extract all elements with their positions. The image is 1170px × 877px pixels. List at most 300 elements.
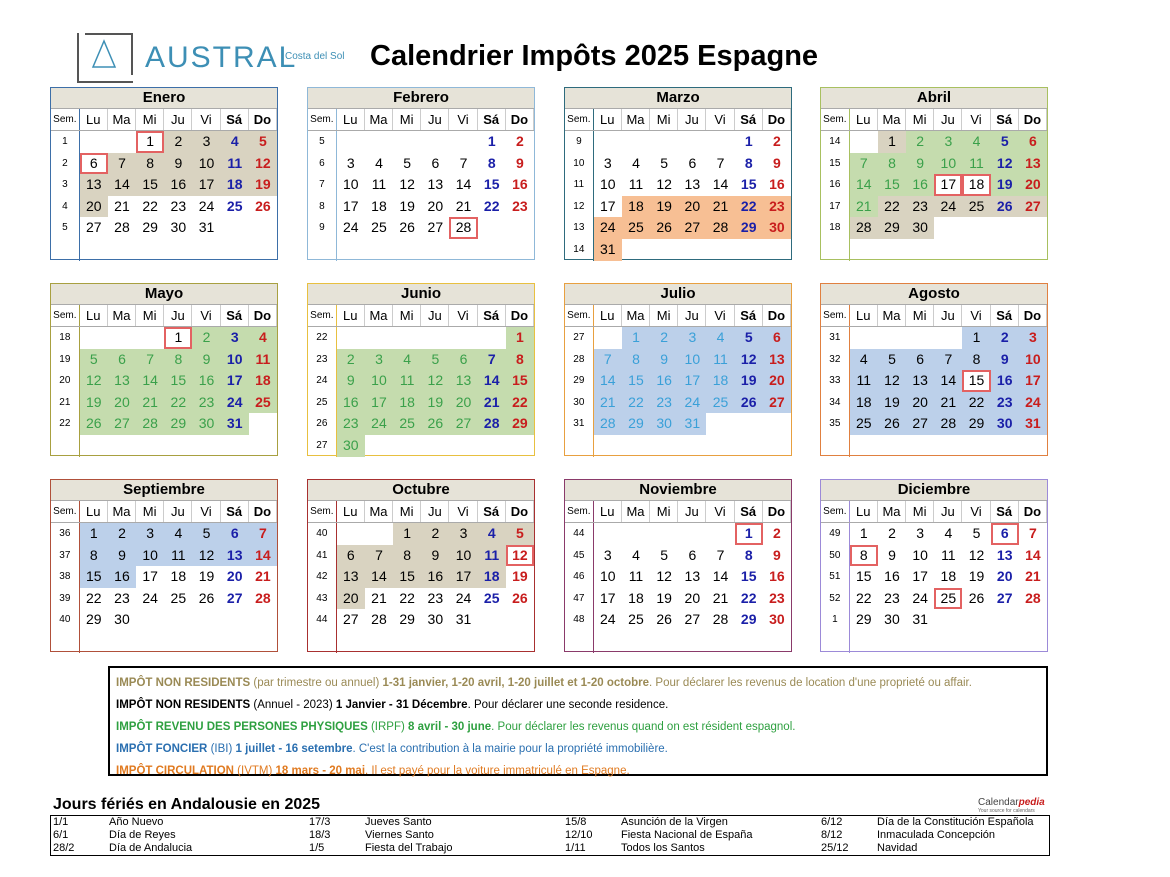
empty-cell bbox=[192, 631, 220, 653]
weekday-label: Sem. bbox=[821, 501, 850, 522]
holidays-title: Jours fériés en Andalousie en 2025 bbox=[53, 796, 321, 813]
weekday-label: Do bbox=[763, 501, 791, 522]
weekday-label: Ma bbox=[108, 501, 136, 522]
week-number: 26 bbox=[308, 413, 337, 435]
week-row bbox=[51, 523, 277, 545]
empty-cell bbox=[506, 631, 534, 653]
empty-cell bbox=[221, 217, 249, 239]
day-cell: 2 bbox=[888, 525, 896, 541]
week-row bbox=[565, 545, 791, 567]
week-row bbox=[308, 153, 534, 175]
holiday-name: Navidad bbox=[877, 842, 918, 854]
empty-cell bbox=[850, 131, 878, 153]
month-name: Septiembre bbox=[51, 480, 277, 501]
week-row bbox=[51, 196, 277, 218]
week-row bbox=[51, 631, 277, 653]
week-number: 20 bbox=[51, 370, 80, 392]
weekday-label: Lu bbox=[337, 109, 365, 130]
day-cell: 31 bbox=[912, 611, 928, 628]
weekday-label: Ma bbox=[622, 109, 650, 130]
day-cell: 15 bbox=[483, 176, 500, 193]
day-cell: 23 bbox=[337, 413, 365, 435]
calendarpedia-tagline: Your source for calendars bbox=[978, 808, 1035, 814]
day-cell: 25 bbox=[170, 589, 187, 606]
week-row bbox=[51, 153, 277, 175]
empty-cell bbox=[735, 239, 763, 261]
day-cell: 30 bbox=[884, 611, 900, 628]
day-cell: 18 bbox=[706, 370, 734, 392]
day-cell: 1 bbox=[487, 133, 496, 149]
empty-cell bbox=[421, 327, 449, 349]
week-row bbox=[821, 413, 1047, 435]
day-cell: 28 bbox=[1025, 589, 1041, 606]
holiday-entry bbox=[819, 816, 1049, 829]
empty-cell bbox=[962, 609, 990, 631]
day-cell: 27 bbox=[342, 611, 359, 628]
week-row bbox=[308, 631, 534, 653]
day-cell: 19 bbox=[735, 370, 763, 392]
empty-cell bbox=[421, 435, 449, 457]
empty-cell bbox=[136, 609, 164, 631]
empty-cell bbox=[421, 239, 449, 261]
day-cell: 12 bbox=[735, 349, 763, 371]
day-cell: 24 bbox=[142, 589, 158, 606]
weekday-label: Ma bbox=[878, 109, 906, 130]
week-number: 19 bbox=[51, 349, 80, 371]
week-number: 45 bbox=[565, 545, 594, 567]
day-cell: 13 bbox=[763, 349, 791, 371]
day-cell: 3 bbox=[916, 525, 925, 541]
day-cell: 19 bbox=[991, 174, 1019, 196]
day-cell: 1 bbox=[80, 523, 108, 545]
week-row bbox=[51, 239, 277, 261]
day-cell: 16 bbox=[769, 568, 785, 585]
day-cell: 19 bbox=[421, 392, 449, 414]
week-row bbox=[51, 217, 277, 239]
day-cell: 3 bbox=[603, 154, 612, 171]
week-number: 4 bbox=[51, 196, 80, 218]
weekday-label: Vi bbox=[706, 501, 734, 522]
legend-bold-text: 1-31 janvier, 1-20 avril, 1-20 juillet et 1-20 octobre bbox=[382, 677, 650, 689]
day-cell: 10 bbox=[365, 370, 393, 392]
day-cell: 26 bbox=[650, 217, 678, 239]
weekday-label: Vi bbox=[192, 305, 220, 326]
empty-cell bbox=[80, 131, 108, 153]
day-cell: 23 bbox=[884, 589, 900, 606]
day-cell: 3 bbox=[221, 327, 249, 349]
day-cell: 4 bbox=[249, 327, 277, 349]
empty-cell bbox=[878, 631, 906, 653]
holiday-entry bbox=[51, 829, 307, 842]
day-cell: 10 bbox=[192, 153, 220, 175]
empty-cell bbox=[991, 217, 1019, 239]
month-name: Marzo bbox=[565, 88, 791, 109]
week-number: 12 bbox=[565, 196, 594, 218]
legend-bold-text: 1 juillet - 16 setembre bbox=[235, 743, 353, 755]
holiday-date: 28/2 bbox=[53, 842, 75, 854]
day-cell: 24 bbox=[599, 611, 616, 628]
day-cell: 13 bbox=[449, 370, 477, 392]
day-cell: 1 bbox=[744, 133, 753, 149]
empty-cell bbox=[249, 609, 277, 631]
day-cell: 4 bbox=[632, 546, 640, 563]
empty-cell bbox=[365, 327, 393, 349]
day-cell: 18 bbox=[478, 566, 506, 588]
empty-cell bbox=[934, 609, 962, 631]
weekday-label: Ju bbox=[678, 305, 706, 326]
empty-cell bbox=[962, 239, 990, 261]
week-number: 32 bbox=[821, 349, 850, 371]
day-cell: 5 bbox=[421, 349, 449, 371]
empty-cell bbox=[192, 609, 220, 631]
day-cell: 18 bbox=[393, 392, 421, 414]
empty-cell bbox=[763, 239, 791, 261]
month-name: Enero bbox=[51, 88, 277, 109]
day-cell: 30 bbox=[170, 219, 187, 236]
day-cell: 4 bbox=[962, 131, 990, 153]
empty-cell bbox=[164, 435, 192, 457]
day-cell: 3 bbox=[603, 546, 612, 563]
holiday-name: Fiesta Nacional de España bbox=[621, 829, 753, 841]
day-cell: 11 bbox=[628, 176, 644, 193]
empty-cell bbox=[763, 413, 791, 435]
day-cell: 8 bbox=[622, 349, 650, 371]
empty-cell bbox=[221, 609, 249, 631]
day-cell: 27 bbox=[906, 413, 934, 435]
day-cell: 18 bbox=[170, 568, 187, 585]
week-row bbox=[308, 523, 534, 545]
day-cell: 5 bbox=[878, 349, 906, 371]
day-cell: 6 bbox=[1019, 131, 1047, 153]
empty-cell bbox=[393, 239, 421, 261]
week-row bbox=[565, 413, 791, 435]
day-cell: 12 bbox=[192, 545, 220, 567]
week-row bbox=[308, 588, 534, 610]
day-cell: 15 bbox=[855, 568, 872, 585]
day-cell: 1 bbox=[506, 327, 534, 349]
week-number bbox=[51, 435, 80, 457]
week-row bbox=[565, 217, 791, 239]
week-row bbox=[565, 566, 791, 588]
empty-cell bbox=[650, 523, 678, 545]
day-cell: 21 bbox=[371, 589, 387, 606]
empty-cell bbox=[594, 435, 622, 457]
day-cell: 16 bbox=[164, 174, 192, 196]
day-cell: 13 bbox=[1019, 153, 1047, 175]
week-number: 17 bbox=[821, 196, 850, 218]
day-cell: 26 bbox=[878, 413, 906, 435]
day-cell: 3 bbox=[1019, 327, 1047, 349]
empty-cell bbox=[594, 631, 622, 653]
week-row bbox=[565, 588, 791, 610]
day-cell: 3 bbox=[678, 327, 706, 349]
empty-cell bbox=[678, 631, 706, 653]
day-cell: 7 bbox=[594, 349, 622, 371]
day-cell: 8 bbox=[850, 545, 878, 567]
empty-cell bbox=[506, 239, 534, 261]
page-title: Calendrier Impôts 2025 Espagne bbox=[370, 40, 819, 72]
week-row bbox=[565, 327, 791, 349]
weekday-header bbox=[51, 305, 277, 327]
weekday-label: Mi bbox=[136, 501, 164, 522]
day-cell: 6 bbox=[221, 523, 249, 545]
month-marzo bbox=[564, 87, 792, 260]
day-cell: 31 bbox=[678, 413, 706, 435]
day-cell: 28 bbox=[136, 413, 164, 435]
week-number bbox=[308, 631, 337, 653]
day-cell: 1 bbox=[735, 523, 763, 545]
day-cell: 5 bbox=[403, 154, 412, 171]
week-number: 33 bbox=[821, 370, 850, 392]
day-cell: 7 bbox=[716, 154, 725, 171]
empty-cell bbox=[735, 631, 763, 653]
month-noviembre bbox=[564, 479, 792, 652]
weekday-label: Mi bbox=[393, 501, 421, 522]
day-cell: 6 bbox=[688, 546, 697, 563]
day-cell: 16 bbox=[192, 370, 220, 392]
day-cell: 31 bbox=[455, 611, 472, 628]
legend-bold-text: IMPÔT NON RESIDENTS bbox=[116, 699, 251, 711]
empty-cell bbox=[192, 435, 220, 457]
weekday-label: Lu bbox=[80, 109, 108, 130]
empty-cell bbox=[393, 327, 421, 349]
empty-cell bbox=[594, 327, 622, 349]
day-cell: 19 bbox=[198, 568, 215, 585]
empty-cell bbox=[449, 631, 477, 653]
week-row bbox=[51, 349, 277, 371]
day-cell: 13 bbox=[906, 370, 934, 392]
calendarpedia-brand-prefix: Calendar bbox=[978, 797, 1019, 808]
day-cell: 25 bbox=[628, 611, 644, 628]
weekday-label: Ma bbox=[365, 501, 393, 522]
week-row bbox=[308, 566, 534, 588]
empty-cell bbox=[678, 131, 706, 153]
day-cell: 6 bbox=[763, 327, 791, 349]
day-cell: 13 bbox=[427, 176, 444, 193]
week-number bbox=[821, 239, 850, 261]
day-cell: 2 bbox=[906, 131, 934, 153]
weekday-label: Do bbox=[249, 501, 277, 522]
day-cell: 20 bbox=[337, 588, 365, 610]
day-cell: 4 bbox=[221, 131, 249, 153]
day-cell: 14 bbox=[594, 370, 622, 392]
week-row bbox=[51, 392, 277, 414]
day-cell: 11 bbox=[249, 349, 277, 371]
legend-bold-text: IMPÔT NON RESIDENTS bbox=[116, 677, 251, 689]
day-cell: 7 bbox=[934, 349, 962, 371]
week-row bbox=[821, 349, 1047, 371]
day-cell: 4 bbox=[944, 525, 953, 541]
empty-cell bbox=[80, 239, 108, 261]
day-cell: 28 bbox=[712, 611, 729, 628]
day-cell: 15 bbox=[622, 370, 650, 392]
empty-cell bbox=[337, 631, 365, 653]
day-cell: 6 bbox=[431, 154, 440, 171]
week-number: 47 bbox=[565, 588, 594, 610]
weekday-label: Sá bbox=[478, 501, 506, 522]
week-number: 21 bbox=[51, 392, 80, 414]
month-name: Noviembre bbox=[565, 480, 791, 501]
day-cell: 30 bbox=[906, 217, 934, 239]
day-cell: 22 bbox=[85, 589, 102, 606]
day-cell: 22 bbox=[740, 589, 757, 606]
weekday-label: Sá bbox=[991, 305, 1019, 326]
week-number: 5 bbox=[51, 217, 80, 239]
empty-cell bbox=[735, 413, 763, 435]
day-cell: 7 bbox=[459, 154, 468, 171]
legend-text: (IVTM) bbox=[233, 765, 276, 777]
day-cell: 8 bbox=[878, 153, 906, 175]
empty-cell bbox=[906, 327, 934, 349]
week-number bbox=[51, 631, 80, 653]
day-cell: 16 bbox=[108, 566, 136, 588]
day-cell: 25 bbox=[483, 589, 500, 606]
empty-cell bbox=[934, 435, 962, 457]
day-cell: 18 bbox=[249, 370, 277, 392]
week-number: 51 bbox=[821, 566, 850, 588]
day-cell: 25 bbox=[226, 197, 243, 214]
week-row bbox=[51, 566, 277, 588]
empty-cell bbox=[706, 435, 734, 457]
triangle-logo-icon bbox=[89, 37, 119, 71]
day-cell: 20 bbox=[906, 392, 934, 414]
day-cell: 24 bbox=[594, 217, 622, 239]
day-cell: 23 bbox=[991, 392, 1019, 414]
month-agosto bbox=[820, 283, 1048, 456]
empty-cell bbox=[622, 131, 650, 153]
holiday-name: Año Nuevo bbox=[109, 816, 164, 828]
empty-cell bbox=[478, 327, 506, 349]
weekday-label: Mi bbox=[136, 109, 164, 130]
month-name: Mayo bbox=[51, 284, 277, 305]
day-cell: 6 bbox=[108, 349, 136, 371]
day-cell: 25 bbox=[371, 219, 387, 236]
week-number: 27 bbox=[565, 327, 594, 349]
week-number: 52 bbox=[821, 588, 850, 610]
day-cell: 12 bbox=[421, 370, 449, 392]
weekday-label: Vi bbox=[449, 305, 477, 326]
day-cell: 13 bbox=[684, 176, 701, 193]
empty-cell bbox=[421, 131, 449, 153]
day-cell: 26 bbox=[991, 196, 1019, 218]
weekday-label: Ma bbox=[365, 109, 393, 130]
week-row bbox=[821, 217, 1047, 239]
empty-cell bbox=[962, 631, 990, 653]
weekday-label: Sá bbox=[735, 305, 763, 326]
day-cell: 5 bbox=[735, 327, 763, 349]
week-row bbox=[308, 349, 534, 371]
legend-bold-text: IMPÔT FONCIER bbox=[116, 743, 208, 755]
month-name: Abril bbox=[821, 88, 1047, 109]
day-cell: 17 bbox=[599, 589, 616, 606]
day-cell: 12 bbox=[80, 370, 108, 392]
week-number bbox=[565, 435, 594, 457]
weekday-label: Sá bbox=[478, 305, 506, 326]
day-cell: 22 bbox=[878, 196, 906, 218]
day-cell: 14 bbox=[136, 370, 164, 392]
day-cell: 29 bbox=[399, 611, 415, 628]
day-cell: 2 bbox=[192, 327, 220, 349]
week-number bbox=[821, 631, 850, 653]
day-cell: 22 bbox=[622, 392, 650, 414]
empty-cell bbox=[991, 609, 1019, 631]
weekday-label: Ma bbox=[622, 501, 650, 522]
day-cell: 1 bbox=[393, 523, 421, 545]
day-cell: 11 bbox=[221, 153, 249, 175]
month-name: Octubre bbox=[308, 480, 534, 501]
day-cell: 17 bbox=[599, 197, 616, 214]
day-cell: 8 bbox=[487, 154, 496, 171]
day-cell: 19 bbox=[512, 568, 528, 585]
day-cell: 21 bbox=[455, 197, 472, 214]
empty-cell bbox=[934, 239, 962, 261]
empty-cell bbox=[906, 435, 934, 457]
day-cell: 28 bbox=[850, 217, 878, 239]
day-cell: 20 bbox=[226, 568, 243, 585]
week-number: 24 bbox=[308, 370, 337, 392]
empty-cell bbox=[991, 239, 1019, 261]
week-number: 11 bbox=[565, 174, 594, 196]
legend-bold-text: 8 avril - 30 june bbox=[408, 721, 492, 733]
day-cell: 29 bbox=[855, 611, 872, 628]
weekday-label: Do bbox=[506, 501, 534, 522]
day-cell: 5 bbox=[80, 349, 108, 371]
day-cell: 12 bbox=[656, 568, 672, 585]
day-cell: 15 bbox=[136, 174, 164, 196]
day-cell: 1 bbox=[136, 131, 164, 153]
day-cell: 2 bbox=[516, 133, 524, 149]
week-row bbox=[821, 370, 1047, 392]
holiday-row bbox=[51, 842, 1049, 855]
day-cell: 20 bbox=[996, 568, 1013, 585]
empty-cell bbox=[421, 631, 449, 653]
day-cell: 25 bbox=[934, 588, 962, 610]
day-cell: 24 bbox=[221, 392, 249, 414]
week-number: 7 bbox=[308, 174, 337, 196]
day-cell: 21 bbox=[712, 589, 729, 606]
week-number: 41 bbox=[308, 545, 337, 567]
holiday-entry bbox=[819, 829, 1049, 842]
day-cell: 7 bbox=[850, 153, 878, 175]
empty-cell bbox=[80, 631, 108, 653]
empty-cell bbox=[164, 239, 192, 261]
day-cell: 20 bbox=[427, 197, 444, 214]
day-cell: 6 bbox=[80, 153, 108, 175]
week-row bbox=[51, 327, 277, 349]
weekday-header bbox=[821, 305, 1047, 327]
empty-cell bbox=[136, 435, 164, 457]
day-cell: 3 bbox=[136, 523, 164, 545]
month-enero bbox=[50, 87, 278, 260]
holiday-date: 18/3 bbox=[309, 829, 331, 841]
day-cell: 16 bbox=[650, 370, 678, 392]
day-cell: 22 bbox=[399, 589, 415, 606]
week-row bbox=[821, 392, 1047, 414]
day-cell: 11 bbox=[706, 349, 734, 371]
week-row bbox=[821, 131, 1047, 153]
weekday-label: Sem. bbox=[821, 305, 850, 326]
day-cell: 27 bbox=[684, 611, 701, 628]
day-cell: 9 bbox=[650, 349, 678, 371]
day-cell: 5 bbox=[192, 523, 220, 545]
day-cell: 29 bbox=[142, 219, 158, 236]
week-row bbox=[308, 435, 534, 457]
legend-text: . Il est payé pour la voiture immatriculé en Espagne. bbox=[365, 765, 630, 777]
empty-cell bbox=[934, 217, 962, 239]
holiday-date: 12/10 bbox=[565, 829, 593, 841]
day-cell: 11 bbox=[850, 370, 878, 392]
holiday-entry bbox=[819, 842, 1049, 855]
